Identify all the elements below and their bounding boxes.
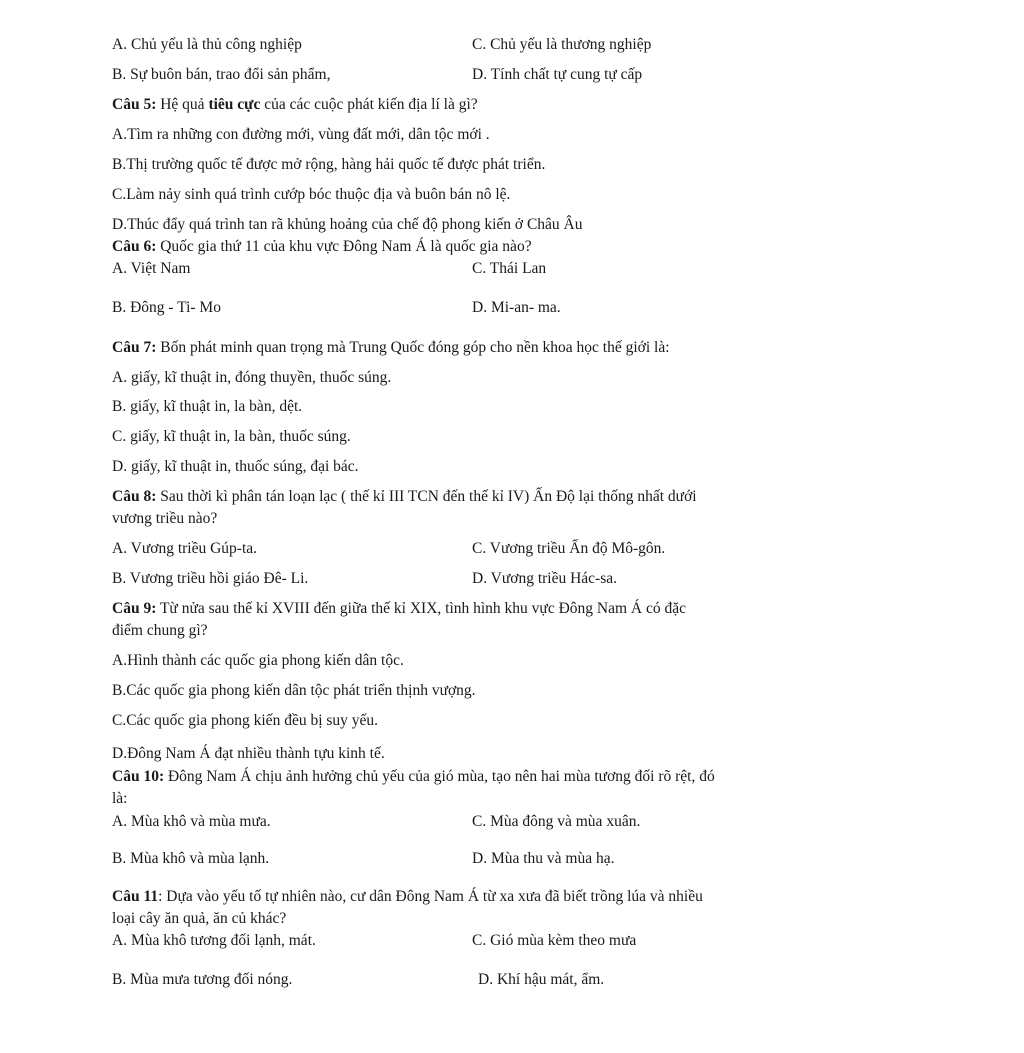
q4-option-b: B. Sự buôn bán, trao đổi sản phẩm, [112,66,331,83]
q5-option-d: D.Thúc đẩy quá trình tan rã khủng hoảng của chế độ phong kiến ở Châu Âu [112,216,583,233]
q8-option-a: A. Vương triều Gúp-ta. [112,540,258,557]
q9-question [0,600,1024,622]
q7-option-a: A. giấy, kĩ thuật in, đóng thuyền, thuốc súng. [112,369,392,386]
q6-option-c: C. Thái Lan [472,260,547,277]
q8-text-line2: vương triều nào? [112,510,218,527]
q8-question [0,488,1024,510]
q9-option-c: C.Các quốc gia phong kiến đều bị suy yếu. [112,712,379,729]
q11-text-line1: : Dựa vào yếu tố tự nhiên nào, cư dân Đông Nam Á từ xa xưa đã biết trồng lúa và nhiều [158,888,703,905]
q11-text-line2: loại cây ăn quả, ăn củ khác? [112,910,287,927]
q6-option-b: B. Đông - Ti- Mo [112,299,221,316]
q9-option-b: B.Các quốc gia phong kiến dân tộc phát triển thịnh vượng. [112,682,476,699]
q10-text-line2: là: [112,790,128,807]
q6-option-a: A. Việt Nam [112,260,191,277]
q7-text: Bốn phát minh quan trọng mà Trung Quốc đóng góp cho nền khoa học thế giới là: [156,339,670,356]
q5-option-c: C.Làm nảy sinh quá trình cướp bóc thuộc địa và buôn bán nô lệ. [112,186,511,203]
q11-option-c: C. Gió mùa kèm theo mưa [472,932,637,949]
q4-option-d: D. Tính chất tự cung tự cấp [472,66,643,83]
q10-option-d: D. Mùa thu và mùa hạ. [472,850,615,867]
q7-option-b: B. giấy, kĩ thuật in, la bàn, dệt. [112,398,303,415]
q5-option-b: B.Thị trường quốc tế được mở rộng, hàng hải quốc tế được phát triển. [112,156,546,173]
q8-text-line1: Sau thời kì phân tán loạn lạc ( thế kỉ III TCN đến thế kỉ IV) Ấn Độ lại thống nhất dưới [156,488,697,505]
q7-label: Câu 7: [112,339,157,356]
q10-text-line1: Đông Nam Á chịu ảnh hưởng chủ yếu của gió mùa, tạo nên hai mùa tương đối rõ rệt, đó [164,768,715,785]
q6-question [0,238,1024,260]
q4-options-row-2 [0,66,1024,88]
q5-label: Câu 5: [112,96,157,113]
q11-option-b: B. Mùa mưa tương đối nóng. [112,971,293,988]
q4-options-row-1 [0,36,1024,58]
q5-option-a: A.Tìm ra những con đường mới, vùng đất mới, dân tộc mới . [112,126,490,143]
q10-question [0,768,1024,790]
q11-option-a: A. Mùa khô tương đối lạnh, mát. [112,932,316,949]
q8-option-d: D. Vương triều Hác-sa. [472,570,618,587]
q8-option-b: B. Vương triều hồi giáo Đê- Li. [112,570,309,587]
q10-option-c: C. Mùa đông và mùa xuân. [472,813,641,830]
q9-text-line1: Từ nửa sau thế kỉ XVIII đến giữa thế kỉ XIX, tình hình khu vực Đông Nam Á có đặc [156,600,686,617]
q7-question [0,339,1024,361]
q9-text-line2: điểm chung gì? [112,622,208,639]
q10-label: Câu 10: [112,768,165,785]
q10-option-a: A. Mùa khô và mùa mưa. [112,813,271,830]
q6-option-d: D. Mi-an- ma. [472,299,561,316]
q9-option-d: D.Đông Nam Á đạt nhiều thành tựu kinh tế. [112,745,385,762]
q6-label: Câu 6: [112,238,157,255]
q7-option-c: C. giấy, kĩ thuật in, la bàn, thuốc súng. [112,428,351,445]
q5-text-post: của các cuộc phát kiến địa lí là gì? [260,96,478,113]
q5-text-bold: tiêu cực [208,96,261,113]
q4-option-a: A. Chủ yếu là thủ công nghiệp [112,36,302,53]
q4-option-c: C. Chủ yếu là thương nghiệp [472,36,652,53]
q9-label: Câu 9: [112,600,157,617]
q11-question [0,888,1024,910]
q11-option-d: D. Khí hậu mát, ẩm. [478,971,605,988]
q11-label: Câu 11 [112,888,159,905]
q8-option-c: C. Vương triều Ấn độ Mô-gôn. [472,540,666,557]
q6-text: Quốc gia thứ 11 của khu vực Đông Nam Á là quốc gia nào? [156,238,532,255]
q5-text-pre: Hệ quả [156,96,209,113]
q10-option-b: B. Mùa khô và mùa lạnh. [112,850,270,867]
q8-label: Câu 8: [112,488,157,505]
q5-question [0,96,1024,118]
q7-option-d: D. giấy, kĩ thuật in, thuốc súng, đại bác. [112,458,359,475]
q9-option-a: A.Hình thành các quốc gia phong kiến dân tộc. [112,652,404,669]
